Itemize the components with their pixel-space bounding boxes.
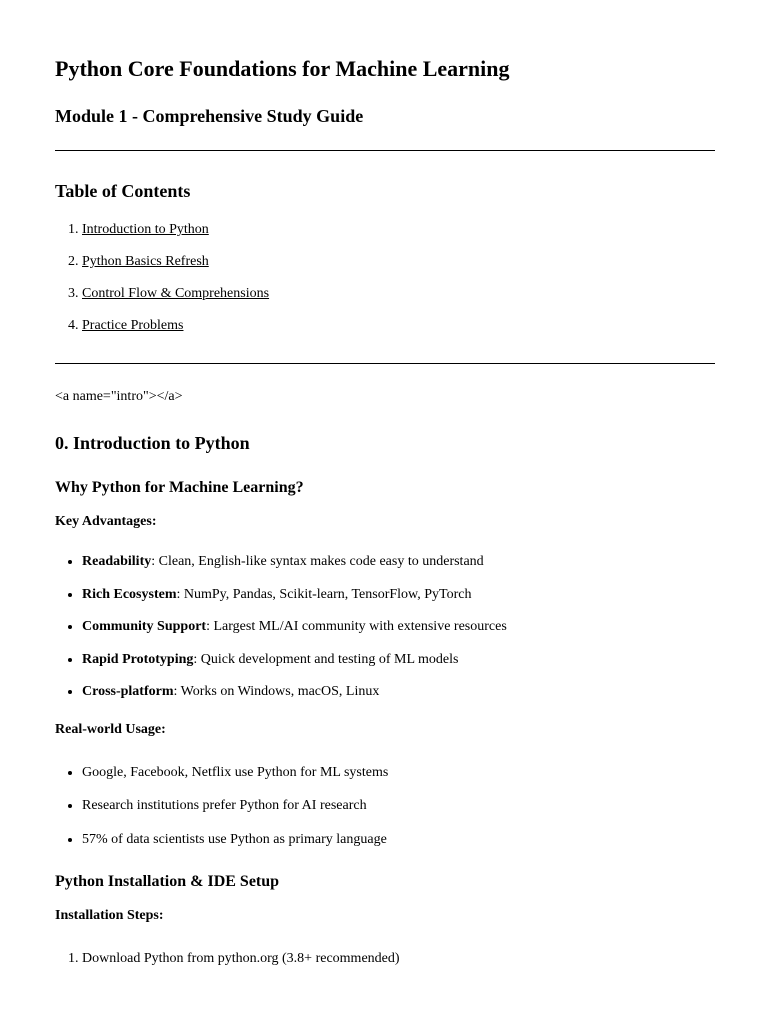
- advantage-desc: : Works on Windows, macOS, Linux: [173, 684, 380, 699]
- advantage-term: Rapid Prototyping: [82, 651, 194, 667]
- list-item: 1. Download Python from python.org (3.8+ recommended): [82, 950, 400, 968]
- list-item: [82, 683, 507, 701]
- list-item: • Google, Facebook, Netflix use Python for ML systems: [82, 764, 388, 782]
- toc-list: [55, 221, 269, 349]
- anchor-raw-text: <a name="intro"></a>: [55, 389, 183, 404]
- list-item: [82, 553, 507, 571]
- list-item: [82, 586, 507, 604]
- advantage-term: Cross-platform: [82, 684, 174, 699]
- usage-list: [55, 764, 388, 863]
- toc-link-basics[interactable]: Python Basics Refresh: [82, 254, 209, 269]
- toc-item: [82, 317, 269, 335]
- toc-heading: Table of Contents: [55, 181, 191, 201]
- toc-link-control-flow[interactable]: Control Flow & Comprehensions: [82, 286, 270, 301]
- toc-link-practice[interactable]: Practice Problems: [82, 318, 184, 333]
- advantage-desc: : Clean, English-like syntax makes code easy to understand: [151, 554, 484, 569]
- list-item: [82, 618, 507, 636]
- toc-item: [82, 285, 269, 303]
- list-item: [82, 651, 507, 669]
- subsection-heading-why-python: Why Python for Machine Learning?: [55, 479, 304, 496]
- page-title: Python Core Foundations for Machine Learning: [55, 56, 510, 81]
- advantage-desc: : Largest ML/AI community with extensive resources: [206, 619, 507, 634]
- divider: [55, 363, 715, 364]
- toc-link-intro[interactable]: Introduction to Python: [82, 222, 209, 237]
- installation-steps-heading: Installation Steps:: [55, 908, 164, 923]
- advantage-term: Readability: [82, 554, 152, 569]
- toc-item: [82, 253, 269, 271]
- key-advantages-heading: Key Advantages:: [55, 514, 157, 529]
- advantage-desc: : Quick development and testing of ML models: [193, 651, 459, 667]
- advantage-term: Community Support: [82, 619, 207, 634]
- subsection-heading-installation: Python Installation & IDE Setup: [55, 873, 280, 890]
- advantage-desc: : NumPy, Pandas, Scikit-learn, TensorFlow, PyTorch: [176, 586, 472, 602]
- advantage-term: Rich Ecosystem: [82, 586, 177, 602]
- advantages-list: [55, 553, 507, 716]
- installation-steps-list: [55, 950, 400, 968]
- list-item: • Research institutions prefer Python for AI research: [82, 797, 388, 815]
- list-item: • 57% of data scientists use Python as primary language: [82, 831, 388, 849]
- divider: [55, 150, 715, 151]
- real-world-usage-heading: Real-world Usage:: [55, 722, 166, 737]
- toc-item: [82, 221, 269, 239]
- section-heading-intro: 0. Introduction to Python: [55, 433, 250, 453]
- page-subtitle: Module 1 - Comprehensive Study Guide: [55, 106, 364, 126]
